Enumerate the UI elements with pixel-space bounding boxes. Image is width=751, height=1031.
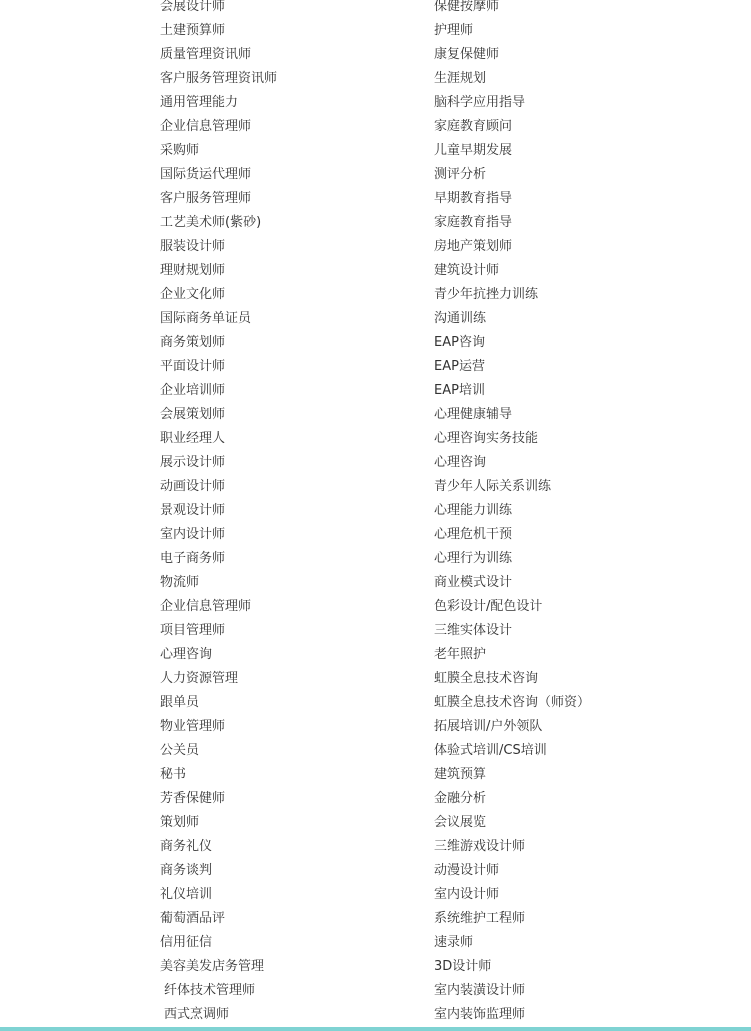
left-course-list [160,0,400,1027]
list-item[interactable]: EAP运营 [434,359,485,374]
list-item[interactable]: 国际货运代理师 [160,167,252,182]
list-item[interactable]: 物流师 [160,575,200,590]
list-item[interactable]: 色彩设计/配色设计 [434,599,543,614]
list-item[interactable]: 土建预算师 [160,23,226,38]
list-item[interactable]: 拓展培训/户外领队 [434,719,543,734]
list-item[interactable]: 三维游戏设计师 [434,839,526,854]
list-item[interactable]: 心理能力训练 [434,503,513,518]
list-item[interactable]: 质量管理资讯师 [160,47,252,62]
list-item[interactable]: 客户服务管理资讯师 [160,71,278,86]
list-item[interactable]: 虹膜全息技术咨询（师资） [434,695,591,710]
list-item[interactable]: 青少年人际关系训练 [434,479,552,494]
list-item[interactable]: 室内装潢设计师 [434,983,526,998]
list-item[interactable]: 早期教育指导 [434,191,513,206]
list-item[interactable]: 理财规划师 [160,263,226,278]
list-item[interactable]: 纤体技术管理师 [164,983,256,998]
list-item[interactable]: EAP培训 [434,383,485,398]
list-item[interactable]: 企业培训师 [160,383,226,398]
list-item[interactable]: 商务策划师 [160,335,226,350]
list-item[interactable]: 采购师 [160,143,200,158]
list-item[interactable]: 体验式培训/CS培训 [434,743,547,758]
list-item[interactable]: 室内设计师 [160,527,226,542]
list-item[interactable]: 会议展览 [434,815,487,830]
list-item[interactable]: 心理咨询实务技能 [434,431,539,446]
list-item[interactable]: 礼仪培训 [160,887,213,902]
list-item[interactable]: 沟通训练 [434,311,487,326]
list-item[interactable]: 商务谈判 [160,863,213,878]
bottom-accent-bar [0,1027,751,1031]
list-item[interactable]: 儿童早期发展 [434,143,513,158]
list-item[interactable]: 商业模式设计 [434,575,513,590]
list-item[interactable]: 室内装饰监理师 [434,1007,526,1022]
list-item[interactable]: 建筑预算 [434,767,487,782]
list-item[interactable]: 3D设计师 [434,959,492,974]
list-item[interactable]: 企业信息管理师 [160,119,252,134]
list-item[interactable]: 三维实体设计 [434,623,513,638]
list-item[interactable]: 心理行为训练 [434,551,513,566]
list-item[interactable]: 护理师 [434,23,474,38]
right-course-list [434,0,724,1027]
list-item[interactable]: 美容美发店务管理 [160,959,265,974]
list-item[interactable]: 生涯规划 [434,71,487,86]
list-item[interactable]: 景观设计师 [160,503,226,518]
list-item[interactable]: 芳香保健师 [160,791,226,806]
list-item[interactable]: 金融分析 [434,791,487,806]
list-item[interactable]: 系统维护工程师 [434,911,526,926]
list-item[interactable]: 虹膜全息技术咨询 [434,671,539,686]
list-item[interactable]: 室内设计师 [434,887,500,902]
list-item[interactable]: 企业信息管理师 [160,599,252,614]
list-item[interactable]: 信用征信 [160,935,213,950]
list-item[interactable]: 通用管理能力 [160,95,239,110]
list-item[interactable]: 速录师 [434,935,474,950]
list-item[interactable]: 康复保健师 [434,47,500,62]
list-item[interactable]: 青少年抗挫力训练 [434,287,539,302]
list-item[interactable]: 动漫设计师 [434,863,500,878]
list-item[interactable]: 心理咨询 [434,455,487,470]
list-item[interactable]: 工艺美术师(紫砂) [160,215,262,230]
list-item[interactable]: 策划师 [160,815,200,830]
list-item[interactable]: 展示设计师 [160,455,226,470]
list-item[interactable]: 电子商务师 [160,551,226,566]
list-item[interactable]: 保健按摩师 [434,0,500,14]
list-item[interactable]: 公关员 [160,743,200,758]
list-item[interactable]: 物业管理师 [160,719,226,734]
list-item[interactable]: 建筑设计师 [434,263,500,278]
list-item[interactable]: 脑科学应用指导 [434,95,526,110]
list-item[interactable]: 老年照护 [434,647,487,662]
list-item[interactable]: 会展设计师 [160,0,226,14]
list-item[interactable]: 葡萄酒品评 [160,911,226,926]
list-item[interactable]: 项目管理师 [160,623,226,638]
list-item[interactable]: 家庭教育指导 [434,215,513,230]
list-item[interactable]: 服装设计师 [160,239,226,254]
list-item[interactable]: 西式烹调师 [164,1007,230,1022]
list-item[interactable]: 商务礼仪 [160,839,213,854]
list-item[interactable]: 秘书 [160,767,187,782]
list-item[interactable]: 测评分析 [434,167,487,182]
list-item[interactable]: 企业文化师 [160,287,226,302]
list-item[interactable]: 职业经理人 [160,431,226,446]
list-item[interactable]: 平面设计师 [160,359,226,374]
list-item[interactable]: 动画设计师 [160,479,226,494]
list-item[interactable]: 家庭教育顾问 [434,119,513,134]
list-item[interactable]: 国际商务单证员 [160,311,252,326]
list-item[interactable]: 会展策划师 [160,407,226,422]
list-item[interactable]: 心理健康辅导 [434,407,513,422]
list-item[interactable]: 心理咨询 [160,647,213,662]
list-item[interactable]: 心理危机干预 [434,527,513,542]
list-item[interactable]: 跟单员 [160,695,200,710]
list-item[interactable]: 房地产策划师 [434,239,513,254]
list-item[interactable]: 客户服务管理师 [160,191,252,206]
list-item[interactable]: EAP咨询 [434,335,485,350]
list-item[interactable]: 人力资源管理 [160,671,239,686]
